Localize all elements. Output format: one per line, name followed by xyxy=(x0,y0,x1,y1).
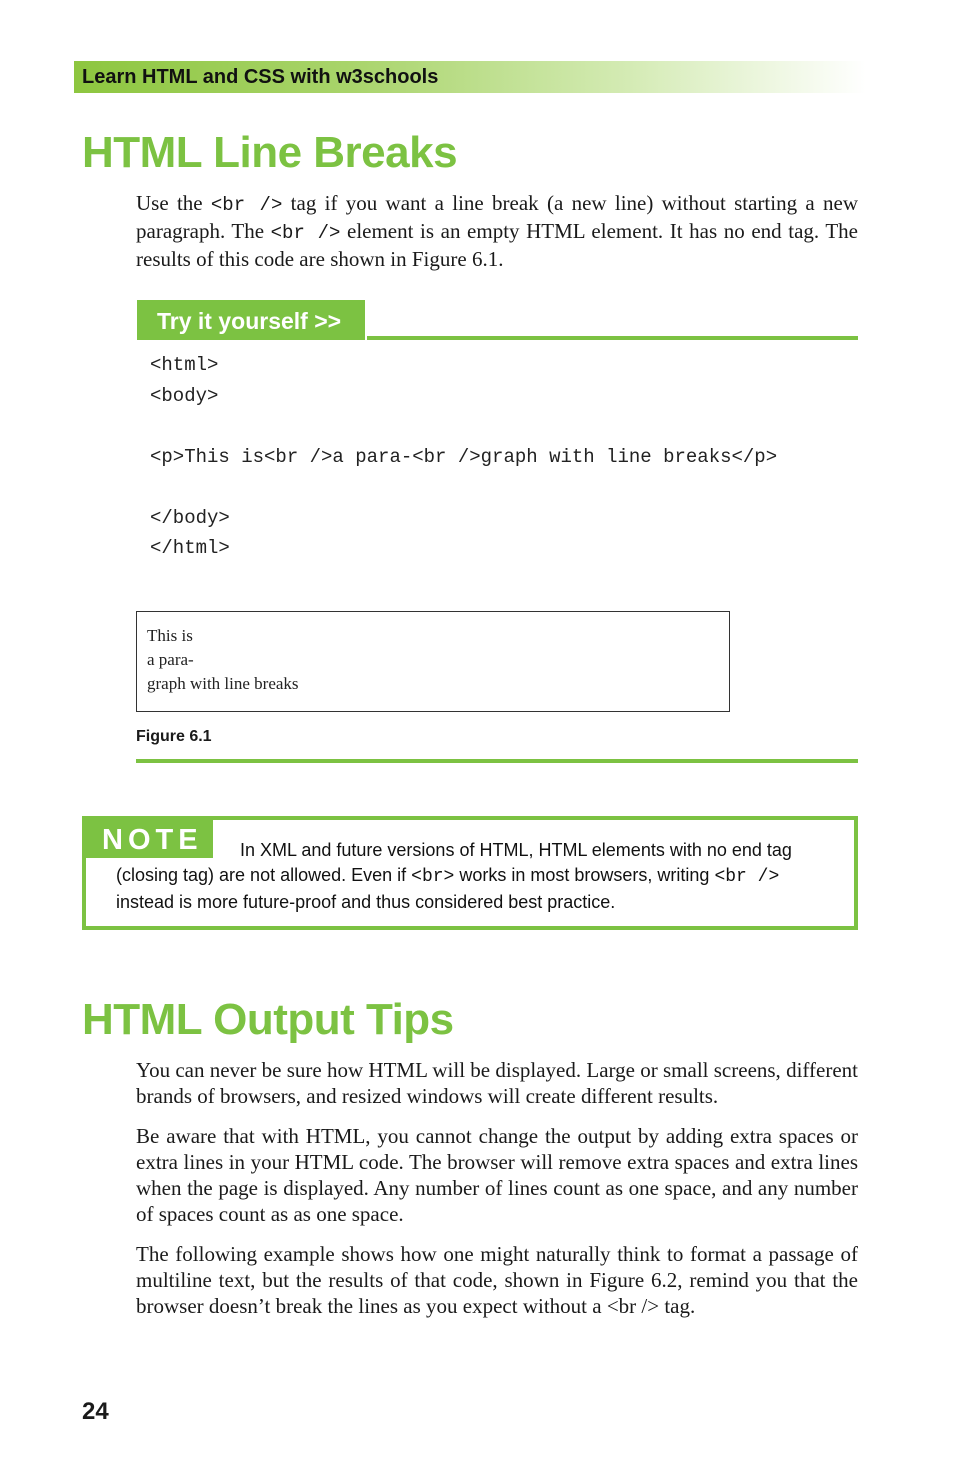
note-label: NOTE xyxy=(86,820,213,858)
figure-caption: Figure 6.1 xyxy=(136,728,212,745)
note-text: In XML and future versions of HTML, HTML elements with no end tag (closing tag) are not allowed. Even if <br> works in most browsers, writing <br /> instead is more future-proof and thus considered best practice. xyxy=(116,840,792,912)
figure-output-box xyxy=(136,611,730,712)
code-example xyxy=(150,350,777,564)
code-line: <html> xyxy=(150,354,219,376)
code-line: <p>This is<br />a para-<br />graph with line breaks</p> xyxy=(150,445,778,468)
inline-code-br: <br /> xyxy=(210,194,283,216)
inline-code-br: <br /> xyxy=(270,222,341,244)
inline-code-br: <br /> xyxy=(714,867,780,887)
running-header-title: Learn HTML and CSS with w3schools xyxy=(82,66,439,88)
output-tips-paragraph-1: You can never be sure how HTML will be displayed. Large or small screens, different brands of browsers, and resized windows will create different results. xyxy=(136,1058,858,1108)
output-tips-paragraph-2: Be aware that with HTML, you cannot change the output by adding extra spaces or extra lines in your HTML code. The browser will remove extra spaces and extra lines when the page is displayed. Any number of lines count as one space, and any number of spaces count as as one space. xyxy=(136,1124,858,1226)
code-line: <body> xyxy=(150,384,219,407)
try-it-divider xyxy=(367,336,858,340)
figure-output-line: graph with line breaks xyxy=(147,674,299,693)
code-line: </html> xyxy=(150,537,230,559)
output-tips-paragraph-3: The following example shows how one might naturally think to format a passage of multiline text, but the results of that code, shown in Figure 6.2, remind you that the browser doesn’t break the lines as you expect without a <br /> tag. xyxy=(136,1242,858,1318)
line-breaks-intro-paragraph: Use the <br /> tag if you want a line break (a new line) without starting a new paragraph. The <br /> element is an empty HTML element. It has no end tag. The results of this code are shown in Figure 6.1. xyxy=(136,191,858,271)
page-number: 24 xyxy=(82,1398,109,1425)
figure-output-line: This is xyxy=(147,626,193,645)
figure-output-line: a para- xyxy=(147,650,194,669)
running-header xyxy=(74,61,866,93)
code-line: </body> xyxy=(150,506,230,529)
figure-divider xyxy=(136,759,858,763)
try-it-yourself-tab xyxy=(137,300,365,340)
code-line xyxy=(150,411,777,442)
code-line xyxy=(150,472,777,503)
note-box xyxy=(82,816,858,930)
inline-code-br: <br> xyxy=(411,867,455,887)
section-title-line-breaks: HTML Line Breaks xyxy=(82,128,458,177)
try-it-yourself-label: Try it yourself >> xyxy=(157,308,342,334)
section-title-output-tips: HTML Output Tips xyxy=(82,995,454,1044)
